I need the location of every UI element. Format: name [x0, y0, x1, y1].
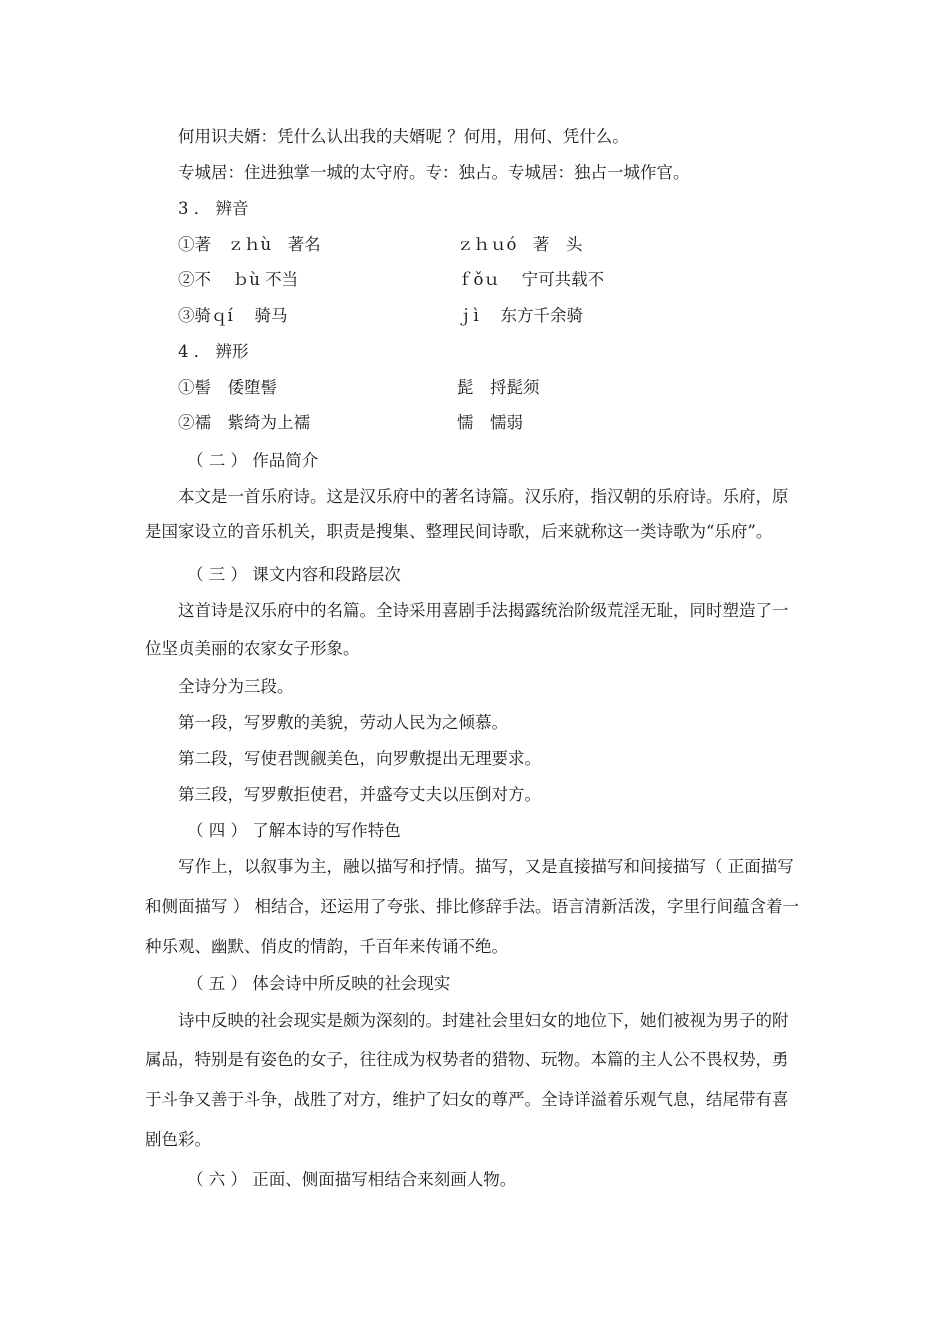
bianyin-row-3-left: ③骑ｑí 骑马 [178, 306, 288, 325]
section-4-line-3: 种乐观、幽默、俏皮的情韵，千百年来传诵不绝。 [145, 937, 508, 956]
section-2-line-1: 本文是一首乐府诗。这是汉乐府中的著名诗篇。汉乐府，指汉朝的乐府诗。乐府，原 [178, 487, 789, 506]
section-4-heading: （ 四 ） 了解本诗的写作特色 [187, 821, 401, 840]
bianyin-row-2-left: ②不 ｂù 不当 [178, 270, 299, 289]
section-6-heading: （ 六 ） 正面、侧面描写相结合来刻画人物。 [187, 1170, 517, 1189]
section-3-para-2: 第一段，写罗敷的美貌，劳动人民为之倾慕。 [178, 713, 508, 732]
section-5-line-3: 于斗争又善于斗争，战胜了对方，维护了妇女的尊严。全诗详溢着乐观气息，结尾带有喜 [145, 1090, 789, 1109]
note-heyong: 何用识夫婿：凭什么认出我的夫婿呢 ？何用，用何、凭什么。 [178, 127, 629, 146]
bianxing-row-2-right: 懦 懦弱 [457, 413, 523, 432]
section-3-para-1: 全诗分为三段。 [178, 677, 294, 696]
bianxing-row-1-left: ①髻 倭堕髻 [178, 378, 277, 397]
bianxing-row-1-right: 髭 捋髭须 [457, 378, 540, 397]
note-zhuancheng: 专城居：住进独掌一城的太守府。专：独占。专城居：独占一城作官。 [178, 163, 690, 182]
bianyin-row-2-right: ｆǒｕ 宁可共载不 [457, 270, 605, 289]
section-5-heading: （ 五 ） 体会诗中所反映的社会现实 [187, 974, 451, 993]
section-2-heading: （ 二 ） 作品简介 [187, 451, 319, 470]
bianyin-row-1-left: ①著 ｚｈù 著名 [178, 235, 321, 254]
section-3-heading: （ 三 ） 课文内容和段路层次 [187, 565, 401, 584]
bianyin-row-3-right: ｊì 东方千余骑 [457, 306, 584, 325]
section-5-line-4: 剧色彩。 [145, 1130, 211, 1149]
section-2-line-2: 是国家设立的音乐机关，职责是搜集、整理民间诗歌，后来就称这一类诗歌为“乐府”。 [145, 522, 773, 541]
bianyin-row-1-right: ｚｈｕó 著 头 [457, 235, 583, 254]
section-3-line-2: 位坚贞美丽的农家女子形象。 [145, 639, 360, 658]
section-4-line-2: 和侧面描写 ） 相结合，还运用了夸张、排比修辞手法。语言清新活泼，字里行间蕴含着一 [145, 897, 799, 916]
section-3-para-3: 第二段，写使君觊觎美色，向罗敷提出无理要求。 [178, 749, 541, 768]
section-4-line-1: 写作上，以叙事为主，融以描写和抒情。描写，又是直接描写和间接描写（ 正面描写 [178, 857, 794, 876]
section-3-para-4: 第三段，写罗敷拒使君，并盛夸丈夫以压倒对方。 [178, 785, 541, 804]
bianxing-heading: 4 ． 辨形 [178, 342, 249, 361]
bianxing-row-2-left: ②襦 紫绮为上襦 [178, 413, 310, 432]
bianyin-heading: 3 ． 辨音 [178, 199, 249, 218]
section-5-line-2: 属品，特别是有姿色的女子，往往成为权势者的猎物、玩物。本篇的主人公不畏权势，勇 [145, 1050, 789, 1069]
section-5-line-1: 诗中反映的社会现实是颇为深刻的。封建社会里妇女的地位下，她们被视为男子的附 [178, 1011, 789, 1030]
section-3-line-1: 这首诗是汉乐府中的名篇。全诗采用喜剧手法揭露统治阶级荒淫无耻，同时塑造了一 [178, 601, 789, 620]
